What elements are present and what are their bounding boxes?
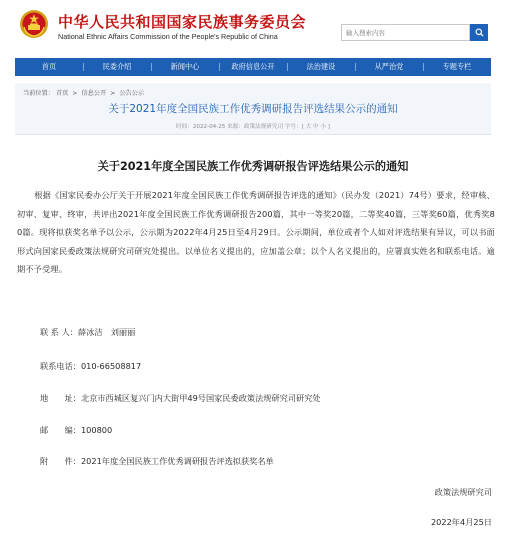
address-label: 地 址： [40, 393, 81, 403]
attachment-line [40, 456, 274, 467]
article-meta: 时间：2022-04-25 来源：政策法规研究司 字号：[ 大 中 小 ] [176, 124, 330, 130]
site-title-cn[interactable]: 中华人民共和国国家民族事务委员会 [58, 13, 307, 31]
nav-item-news[interactable]: 新闻中心 [151, 58, 219, 76]
nav-item-home[interactable]: 首页 [41, 62, 57, 71]
breadcrumb-notices[interactable]: 公告公示 [119, 90, 145, 97]
breadcrumb-separator: > [108, 90, 118, 97]
breadcrumb-disclosure[interactable]: 信息公开 [81, 90, 107, 97]
postcode-line [40, 425, 112, 436]
nav-item-rule-of-law[interactable]: 法治建设 [287, 58, 355, 76]
breadcrumb-prefix: 当前位置： [23, 90, 54, 97]
search-input[interactable] [342, 25, 469, 40]
contact-label: 联 系 人： [40, 327, 78, 337]
article-title: 关于2021年度全国民族工作优秀调研报告评选结果公示的通知 [97, 160, 409, 173]
breadcrumb [23, 88, 146, 97]
search-button[interactable] [470, 24, 488, 41]
site-header [0, 0, 506, 52]
nav-item-party[interactable]: 从严治党 [355, 58, 423, 76]
phone-line [40, 361, 141, 372]
banner-title: 关于2021年度全国民族工作优秀调研报告评选结果公示的通知 [108, 103, 398, 115]
title-banner [15, 83, 491, 135]
nav-item-about[interactable]: 民委介绍 [83, 58, 151, 76]
breadcrumb-separator: > [70, 90, 80, 97]
signature-date: 2022年4月25日 [430, 517, 492, 527]
attachment-link[interactable]: 2021年度全国民族工作优秀调研报告评选拟获奖名单 [80, 456, 274, 466]
signature-org: 政策法规研究司 [434, 487, 492, 497]
article-paragraph: 根据《国家民委办公厅关于开展2021年度全国民族工作优秀调研报告评选的通知》（民办发（2021）74号）要求，经审核、初审、复审、终审，共评出2021年度全国民族工作优秀调研报告200篇，其中一等奖20篇，二等奖40篇，三等奖60篇，优秀奖80篇。现将拟获奖名单予以公示，公示期为2022年4月25日至4月29日。公示期间，单位或者个人如对评选结果有异议，可以书面形式向国家民委政策法规研究司研究处提出。以单位名义提出的，应加盖公章；以个人名义提出的，应署真实姓名和联系电话。逾期不予受理。 [17, 190, 495, 275]
postcode-value: 100800 [80, 425, 113, 435]
article-body [17, 186, 495, 279]
contact-line [40, 327, 135, 338]
main-nav [15, 58, 491, 76]
phone-value: 010-66508817 [80, 361, 142, 371]
site-title-en: National Ethnic Affairs Commission of the People's Republic of China [58, 32, 278, 41]
search-box [341, 24, 470, 41]
attachment-label: 附 件： [40, 456, 81, 466]
address-line [40, 393, 321, 404]
postcode-label: 邮 编： [40, 425, 81, 435]
search-icon [475, 28, 484, 37]
contact-value: 薛冰洁 刘丽丽 [77, 327, 136, 337]
nav-item-topics[interactable]: 专题专栏 [423, 58, 491, 76]
national-emblem-icon[interactable] [19, 9, 49, 39]
breadcrumb-home[interactable]: 首页 [55, 90, 69, 97]
address-value: 北京市西城区复兴门内大街甲49号国家民委政策法规研究司研究处 [80, 393, 321, 403]
nav-item-disclosure[interactable]: 政府信息公开 [219, 58, 287, 76]
phone-label: 联系电话： [40, 361, 81, 371]
